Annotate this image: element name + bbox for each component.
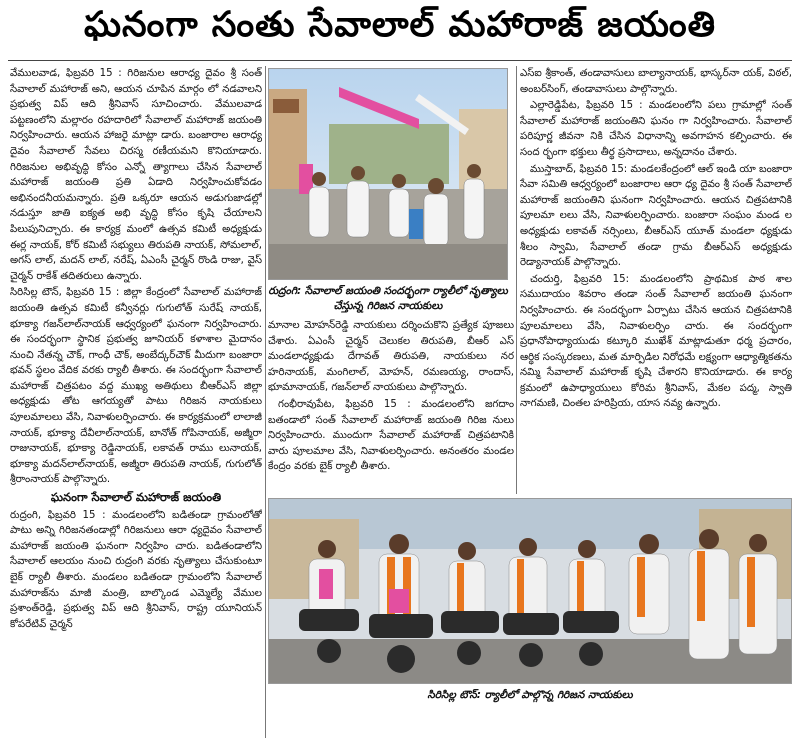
story-yellareddipet: ఎల్లారెడ్డిపేట, ఫిబ్రవరి 15 : మండలంలోని పలు గ్రామాల్లో సంత్ సేవాలాల్ మహారాజ్ జయంతిని ఘనం గా నిర్వహించారు. సేవాలాల్ పరిపూర్ణ జీవనా నికి చేసిన విధానాన్ని అవగాహన కల్పించారు. ఈ సంద ర్భంగా భక్తులు తీర్థ ప్రసాదాలు, అన్నదానం చేశారు. — [520, 100, 792, 158]
story-gambhiraopet: గంభీరావుపేట, ఫిబ్రవరి 15 : మండలంలోని జగదాం బతండాలో సంత్ సేవాలాల్ మహారాజ్ జయంతి గిరిజ నులు నిర్వహించారు. ముందుగా సేవాలాల్ మహారాజ్ చిత్రపటానికి వారు పూలమాల వేసి, నివాళులర్పించారు. అనంతరం మండల కేంద్రం వరకు బైక్ ర్యాలీ తీశారు. — [268, 398, 514, 473]
story-mustabad: ముస్తాబాద్, ఫిబ్రవరి 15: మండలకేంద్రంలో ఆల్ ఇండి యా బంజారా సేవా సమితి ఆధ్వర్యంలో బంజారాల ఆరా ధ్య దైవం శ్రీ సంత్ సేవాలాల్ మహారాజ్ జయంతిని ఘనంగా నిర్వహించారు. ఆయన చిత్రపటానికి పూలమా లలు వేసి, నివాళులర్పించారు. బంజారా సంఘం మండ ల అధ్యక్షుడు లకావత్ నర్సింలు, బీఆర్ఎస్ యూత్ మండలా ధ్యక్షుడు శీలం స్వామి, సేవాలాల్ తండా గ్రామ బీఆర్ఎస్ అధ్యక్షుడు రెడ్యానాయక్ పాల్గొన్నారు. — [520, 163, 792, 269]
story-sircilla: సిరిసిల్ల టౌన్, ఫిబ్రవరి 15 : జిల్లా కేంద్రంలో సేవాలాల్ మహారాజ్ జయంతి ఉత్సవ కమిటీ కన్వీనర్లు గుగులోత్ సురేష్ నాయక్, భూక్యా గజన్‌లాల్‌నాయక్ ఆధ్వర్యంలో ఘనంగా నిర్వహించారు. ఈ సందర్భంగా స్థానిక ప్రభుత్వ జూనియర్ కళాశాల మైదానం నుంచి నేతన్న చౌక్, గాంధీ చౌక్, అంబేద్కర్‌చౌక్ మీదుగా బంజారా భవన్ స్థలం వేదిక వరకు ర్యాలీ తీశారు. ఈ సందర్భంగా సేవాలాల్ మహారాజ్ చిత్రపటం వద్ద ముఖ్య అతిథులు బీఆర్ఎస్ జిల్లా అధ్యక్షుడు తోట ఆగయ్యతో పాటు గిరిజన నాయకులు పూలమాలలు వేసి, నివాళులర్పించారు. ఈ కార్యక్రమంలో లాలాజీ నాయక్, భూక్యా దేవీలాల్‌నాయక్, బానోత్ గోపినాయక్, అజ్మీరా రాజునాయక్, భూక్యా రెడ్డినాయక్, లకావత్ రాము లునాయక్, భూక్యా మదన్‌లాల్‌నాయక్, అజ్మీరా తిరుపతి నాయక్, గుగులోత్ శ్రీరాంనాయక్ పాల్గొన్నారు. — [10, 287, 262, 486]
rally-dance-photo — [268, 68, 508, 280]
column-divider-2 — [516, 66, 517, 494]
column-1 — [10, 66, 262, 738]
headline: ఘనంగా సంతు సేవాలాల్ మహారాజ్ జయంతి — [84, 5, 716, 45]
story-rudrangi: రుద్రంగి, ఫిబ్రవరి 15 : మండలంలోని బడితండా గ్రామంలోతో పాటు అన్ని గిరిజనతండాల్లో గిరిజనులు ఆరా ధ్యదైవం సేవాలాల్ మహారాజ్ జయంతి ఘనంగా నిర్వహిం చారు. బడితండాలోని సేవాలాల్ ఆలయం నుంచి రుద్రంగి వరకు నృత్యాలు చేసుకుంటూ బైక్ ర్యాలీ తీశారు. మండలం బడితండా గ్రామంలోని సేవాలాల్ మహారాజ్‌ను మాజీ మంత్రి, బాల్కొండ ఎమ్మెల్యే వేముల ప్రశాంత్‌రెడ్డి, ప్రభుత్వ విప్ ఆది శ్రీనివాస్, రాష్ట్ర యూనియన్ కోపరేటివ్ చైర్మన్ — [10, 509, 262, 630]
headline-rule — [8, 60, 792, 61]
column-3 — [520, 66, 792, 496]
story-chandurthi: చందుర్తి, ఫిబ్రవరి 15: మండలంలోని ప్రాథమిక పాఠ శాల సముదాయం శివరాం తండా సంత్ సేవాలాల్ జయంతి ఘనంగా నిర్వహించారు. ఈ సందర్భంగా ఏర్పాటు చేసిన ఆయన చిత్రపటానికి పూలమాలలు వేసి, నివాళులర్పిం చారు. ఈ సందర్భంగా ప్రధానోపాధ్యాయుడు కట్కూరి ముఖేశ్ మాట్లాడుతూ ధర్మ ప్రచారం, ఆర్థిక సంస్కరణలు, మత మార్పిడిల నిరోధమే లక్ష్యంగా ఆధ్యాత్మికతను నమ్మి సేవాలాల్ మహారాజ్ కృషి చేశారని కొనియాడారు. ఈ కార్య క్రమంలో ఉపాధ్యాయులు కోరిమ శ్రీనివాస్, మేకల పద్మ, స్వాతి నాగమణి, చింతల హరిప్రియ, యాస నవ్య ఉన్నారు. — [520, 273, 792, 410]
column-divider — [265, 66, 266, 738]
bike-rally-photo — [268, 498, 792, 684]
story-rudrangi-cont: మానాల మోహన్‌రెడ్డి నాయకులు దర్శించుకొని ప్రత్యేక పూజలు చేశారు. ఏఎంసీ చైర్మన్ చెలుకల తిరుపతి, బీఆర్ ఎస్ మండలాధ్యక్షుడు దేగావత్ తిరుపతి, నాయకులు నర హరినాయక్, మంగిలాల్, మోహన్, రమణయ్య, రాందాస్, భూమానాయక్, గజన్‌లాల్ నాయకులు పాల్గొన్నారు. — [268, 320, 514, 394]
sub-headline: ఘనంగా సేవాలాల్ మహారాజ్ జయంతి — [50, 490, 222, 505]
photo1-caption: రుద్రంగి: సేవాలాల్ జయంతి సందర్భంగా ర్యాలీలో నృత్యాలు చేస్తున్న గిరిజన నాయకులు — [268, 285, 508, 312]
column-2 — [268, 318, 514, 496]
photo2-caption: సిరిసిల్ల టౌన్: ర్యాలీలో పాల్గొన్న గిరిజన నాయకులు — [427, 689, 633, 701]
story-vemulawada: వేములవాడ, ఫిబ్రవరి 15 : గిరిజనుల ఆరాధ్య దైవం శ్రీ సంత్ సేవాలాల్ మహారాజ్ అని, ఆయన చూపిన మార్గం లో నడవాలని ప్రభుత్వ విప్ ఆది శ్రీనివాస్ సూచించారు. వేములవాడ పట్టణంలోని మల్లారం రహదారిలో సేవాలాల్ మహారాజ్ జయంతి నిర్వహించారు. ఆయన హాజరై మాట్లా డారు. బంజారాల ఆరాధ్య దైవం సేవాలాల్ సేవలు చిరస్మ రణీయమని కొనియాడారు. గిరిజనుల అభివృద్ధి కోసం ఎన్నో త్యాగాలు చేసిన సేవాలాల్ మహారాజ్ జయంతి ప్రతి ఏడాది నిర్వహించుకోవడం అభినందనీయమన్నారు. ప్రతి ఒక్కరూ ఆయన అడుగుజాడల్లో నడుస్తూ జాతి ఐక్యత అభి వృద్ధి కోసం కృషి చేయాలని పిలుపునిచ్చారు. ఈ కార్యక్ర మంలో ఉత్సవ కమిటీ అధ్యక్షుడు ఈర్ల నాయక్, కోర్ కమిటీ సభ్యులు తిరుపతి నాయక్, సోమలాల్, అగస్ లాల్, మదన్ లాల్, నరేష్, ఏఎంసీ చైర్మన్ రొండి రాజు, వైస్ చైర్మన్ రాకేశ్ తదితరులు ఉన్నారు. — [10, 68, 262, 282]
story-tandavasulu: ఎస్‌ఐ శ్రీకాంత్, తండావాసులు బాల్యానాయక్, భాస్కర్‌నా యక్, విఠల్, అంబర్‌సింగ్, తండావాసులు పాల్గొన్నారు. — [520, 68, 792, 95]
